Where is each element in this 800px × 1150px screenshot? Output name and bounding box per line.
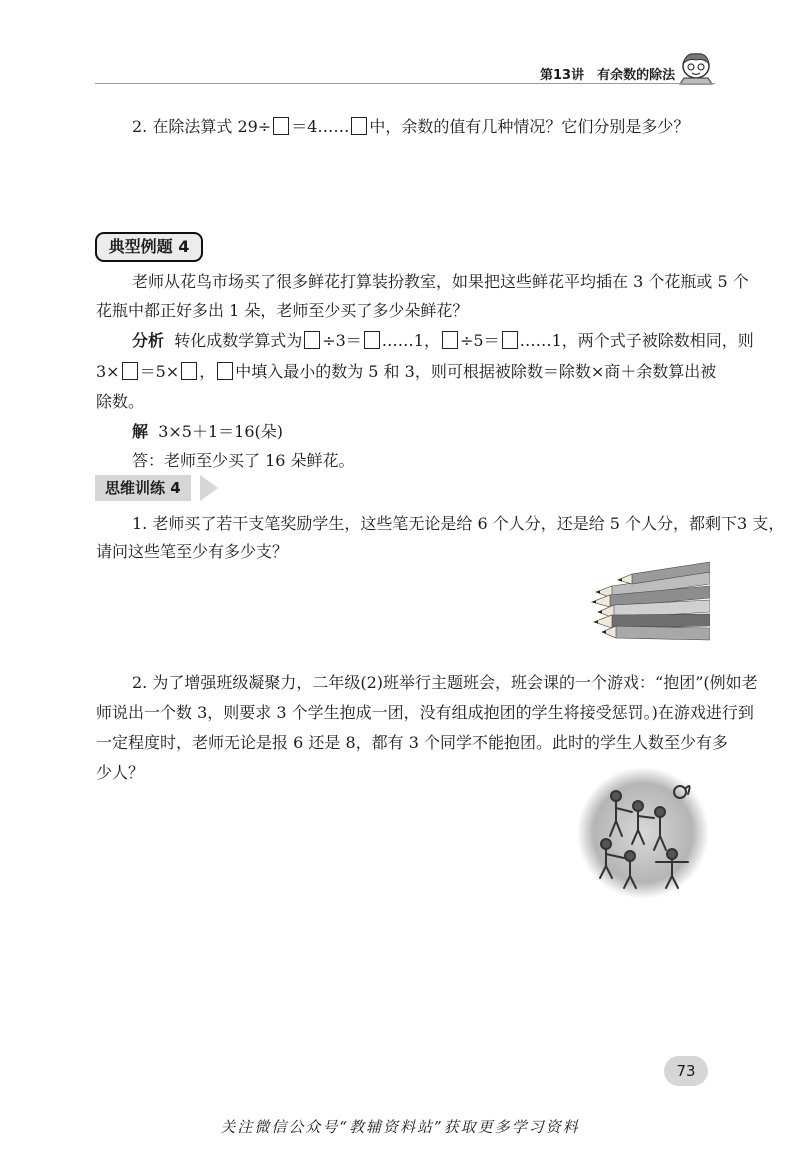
chapter-header: 第13讲 有余数的除法 (540, 68, 676, 83)
blank-box (304, 331, 320, 349)
training-q1-line2: 请问这些笔至少有多少支？ (96, 542, 289, 561)
analysis-text: ＝5× (139, 362, 180, 381)
training-q2-line2: 师说出一个数 3，则要求 3 个学生抱成一团，没有组成抱团的学生将接受惩罚。)在游戏进行到 (96, 703, 754, 722)
blank-box (364, 331, 380, 349)
q2-part1: 2. 在除法算式 29÷ (132, 117, 272, 136)
answer-line: 答：老师至少买了 16 朵鲜花。 (132, 451, 355, 470)
blank-box (122, 362, 138, 380)
colored-pencils-image (588, 562, 710, 644)
analysis-text: ÷5＝ (459, 331, 500, 350)
blank-box (351, 117, 367, 135)
analysis-text: 3× (96, 362, 120, 381)
page-number: 73 (664, 1056, 708, 1086)
solution-text: 3×5＋1＝16(朵) (158, 422, 283, 441)
cartoon-girl-icon (676, 52, 716, 86)
blank-box (273, 117, 289, 135)
analysis-text: ……1， (381, 331, 440, 350)
analysis-line1 (132, 331, 754, 351)
training-q2-line1: 2. 为了增强班级凝聚力，二年级(2)班举行主题班会，班会课的一个游戏：“抱团”(例如老 (132, 673, 758, 692)
blank-box (181, 362, 197, 380)
training-title: 思维训练 4 (95, 475, 191, 501)
training-title-arrow (200, 475, 218, 501)
analysis-text: 中填入最小的数为 5 和 3，则可根据被除数＝除数×商＋余数算出被 (235, 362, 717, 381)
blank-box (442, 331, 458, 349)
training-q1-line1: 1. 老师买了若干支笔奖励学生，这些笔无论是给 6 个人分，还是给 5 个人分，都剩下3 支， (132, 514, 785, 533)
blank-box (217, 362, 233, 380)
analysis-line2 (96, 362, 716, 382)
analysis-line3: 除数。 (96, 392, 145, 411)
header-rule (95, 83, 715, 84)
analysis-text: ， (199, 362, 216, 381)
q2-part2: ＝4…… (291, 117, 350, 136)
training-q2-line4: 少人？ (96, 763, 145, 782)
question-top-2 (132, 117, 689, 137)
analysis-text: ……1，两个式子被除数相同，则 (519, 331, 754, 350)
blank-box (502, 331, 518, 349)
q2-part3: 中，余数的值有几种情况？它们分别是多少？ (369, 117, 690, 136)
children-game-image (576, 766, 710, 900)
training-q2-line3: 一定程度时，老师无论是报 6 还是 8，都有 3 个同学不能抱团。此时的学生人数至少有多 (96, 733, 728, 752)
analysis-text: 转化成数学算式为 (174, 331, 303, 350)
solution-line (132, 422, 283, 442)
example-problem-line1: 老师从花鸟市场买了很多鲜花打算装扮教室，如果把这些鲜花平均插在 3 个花瓶或 5 个 (132, 272, 749, 291)
analysis-label: 分析 (132, 331, 165, 350)
solution-label: 解 (132, 422, 149, 441)
example-problem-line2: 花瓶中都正好多出 1 朵，老师至少买了多少朵鲜花？ (96, 301, 469, 320)
example-title: 典型例题 4 (95, 232, 203, 262)
footer-note: 关注微信公众号“教辅资料站”获取更多学习资料 (220, 1118, 580, 1136)
analysis-text: ÷3＝ (322, 331, 362, 350)
